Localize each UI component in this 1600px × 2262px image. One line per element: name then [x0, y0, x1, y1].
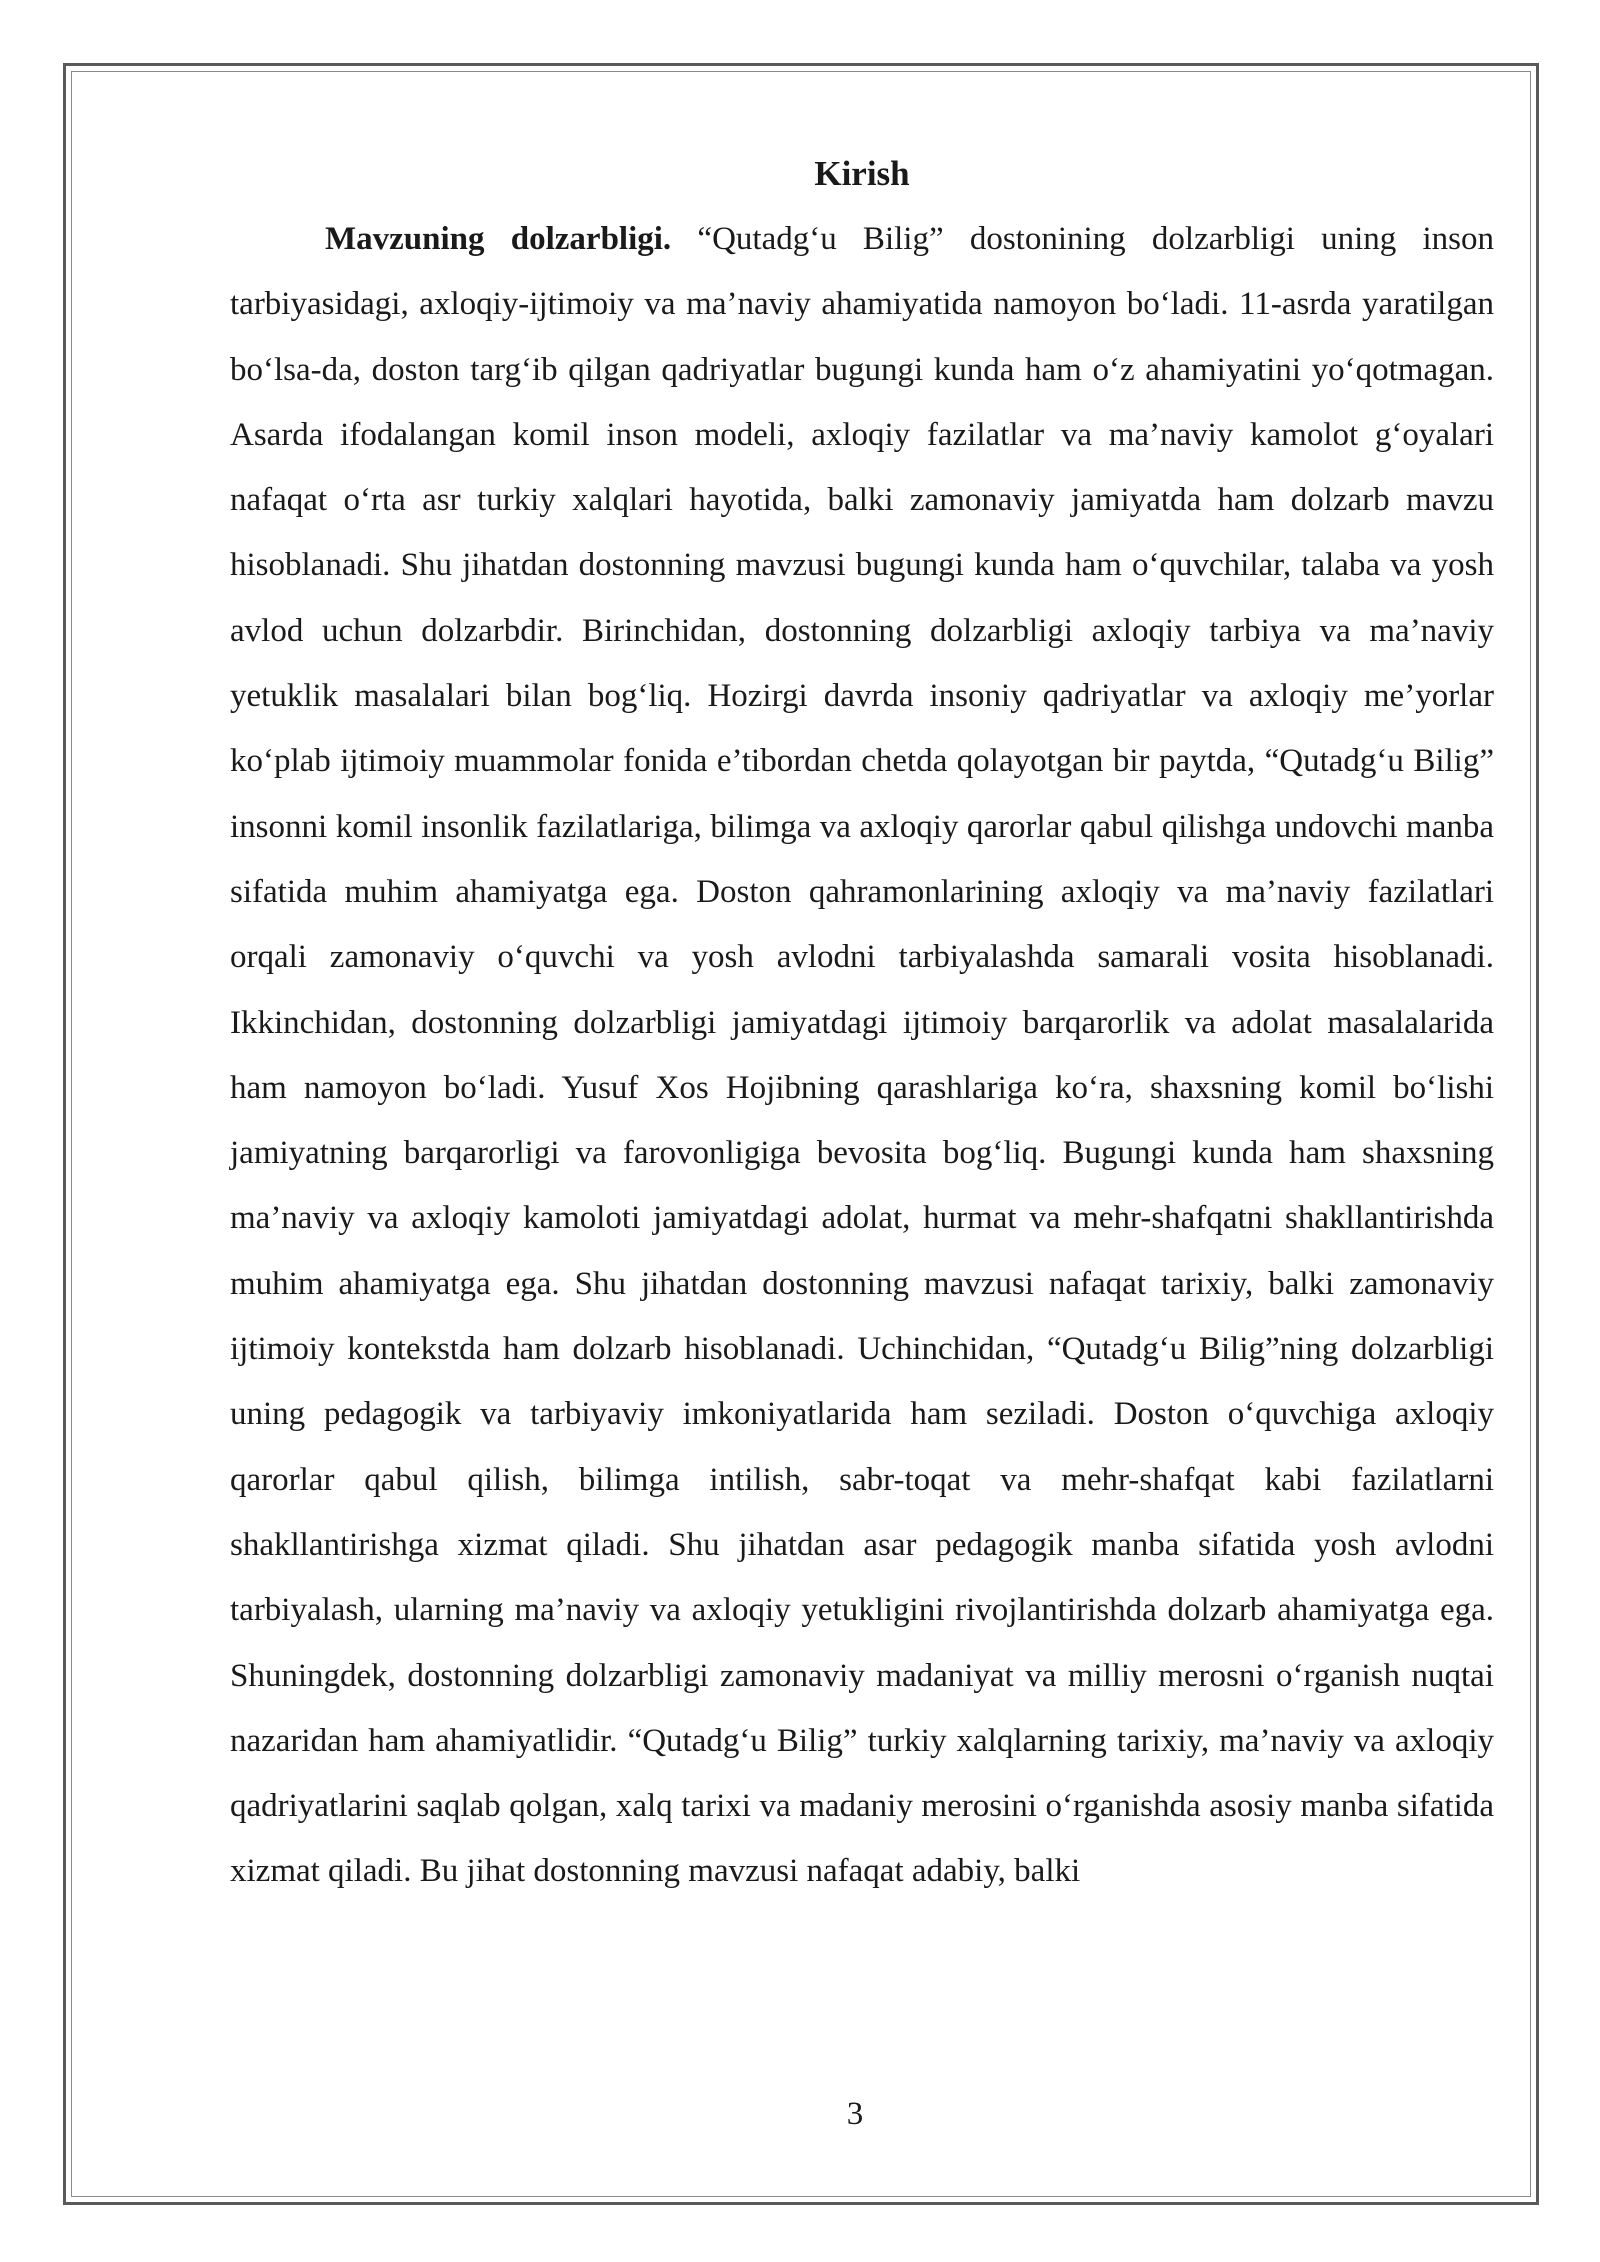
lead-phrase: Mavzuning dolzarbligi.	[325, 221, 672, 257]
page-content	[230, 150, 1494, 1905]
paragraph-text: “Qutadg‘u Bilig” dostonining dolzarbligi uning inson tarbiyasidagi, axloqiy-ijtimoiy va ma’naviy ahamiyatida namoyon bo‘ladi. 11-asrda yaratilgan bo‘lsa-da, doston targ‘ib qilgan qadriyatlar bugungi kunda ham o‘z ahamiyatini yo‘qotmagan. Asarda ifodalangan komil inson modeli, axloqiy fazilatlar va ma’naviy kamolot g‘oyalari nafaqat o‘rta asr turkiy xalqlari hayotida, balki zamonaviy jamiyatda ham dolzarb mavzu hisoblanadi. Shu jihatdan dostonning mavzusi bugungi kunda ham o‘quvchilar, talaba va yosh avlod uchun dolzarbdir. Birinchidan, dostonning dolzarbligi axloqiy tarbiya va ma’naviy yetuklik masalalari bilan bog‘liq. Hozirgi davrda insoniy qadriyatlar va axloqiy me’yorlar ko‘plab ijtimoiy muammolar fonida e’tibordan chetda qolayotgan bir paytda, “Qutadg‘u Bilig” insonni komil insonlik fazilatlariga, bilimga va axloqiy qarorlar qabul qilishga undovchi manba sifatida muhim ahamiyatga ega. Doston qahramonlarining axloqiy va ma’naviy fazilatlari orqali zamonaviy o‘quvchi va yosh avlodni tarbiyalashda samarali vosita hisoblanadi. Ikkinchidan, dostonning dolzarbligi jamiyatdagi ijtimoiy barqarorlik va adolat masalalarida ham namoyon bo‘ladi. Yusuf Xos Hojibning qarashlariga ko‘ra, shaxsning komil bo‘lishi jamiyatning barqarorligi va farovonligiga bevosita bog‘liq. Bugungi kunda ham shaxsning ma’naviy va axloqiy kamoloti jamiyatdagi adolat, hurmat va mehr-shafqatni shakllantirishda muhim ahamiyatga ega. Shu jihatdan dostonning mavzusi nafaqat tarixiy, balki zamonaviy ijtimoiy kontekstda ham dolzarb hisoblanadi. Uchinchidan, “Qutadg‘u Bilig”ning dolzarbligi uning pedagogik va tarbiyaviy imkoniyatlarida ham seziladi. Doston o‘quvchiga axloqiy qarorlar qabul qilish, bilimga intilish, sabr-toqat va mehr-shafqat kabi fazilatlarni shakllantirishga xizmat qiladi. Shu jihatdan asar pedagogik manba sifatida yosh avlodni tarbiyalash, ularning ma’naviy va axloqiy yetukligini rivojlantirishda dolzarb ahamiyatga ega. Shuningdek, dostonning dolzarbligi zamonaviy madaniyat va milliy merosni o‘rganish nuqtai nazaridan ham ahamiyatlidir. “Qutadg‘u Bilig” turkiy xalqlarning tarixiy, ma’naviy va axloqiy qadriyatlarini saqlab qolgan, xalq tarixi va madaniy merosini o‘rganishda asosiy manba sifatida xizmat qiladi. Bu jihat dostonning mavzusi nafaqat adabiy, balki	[230, 221, 1494, 1890]
page-number: 3	[846, 2096, 864, 2132]
body-paragraph	[230, 207, 1494, 1905]
section-heading: Kirish	[814, 154, 910, 193]
